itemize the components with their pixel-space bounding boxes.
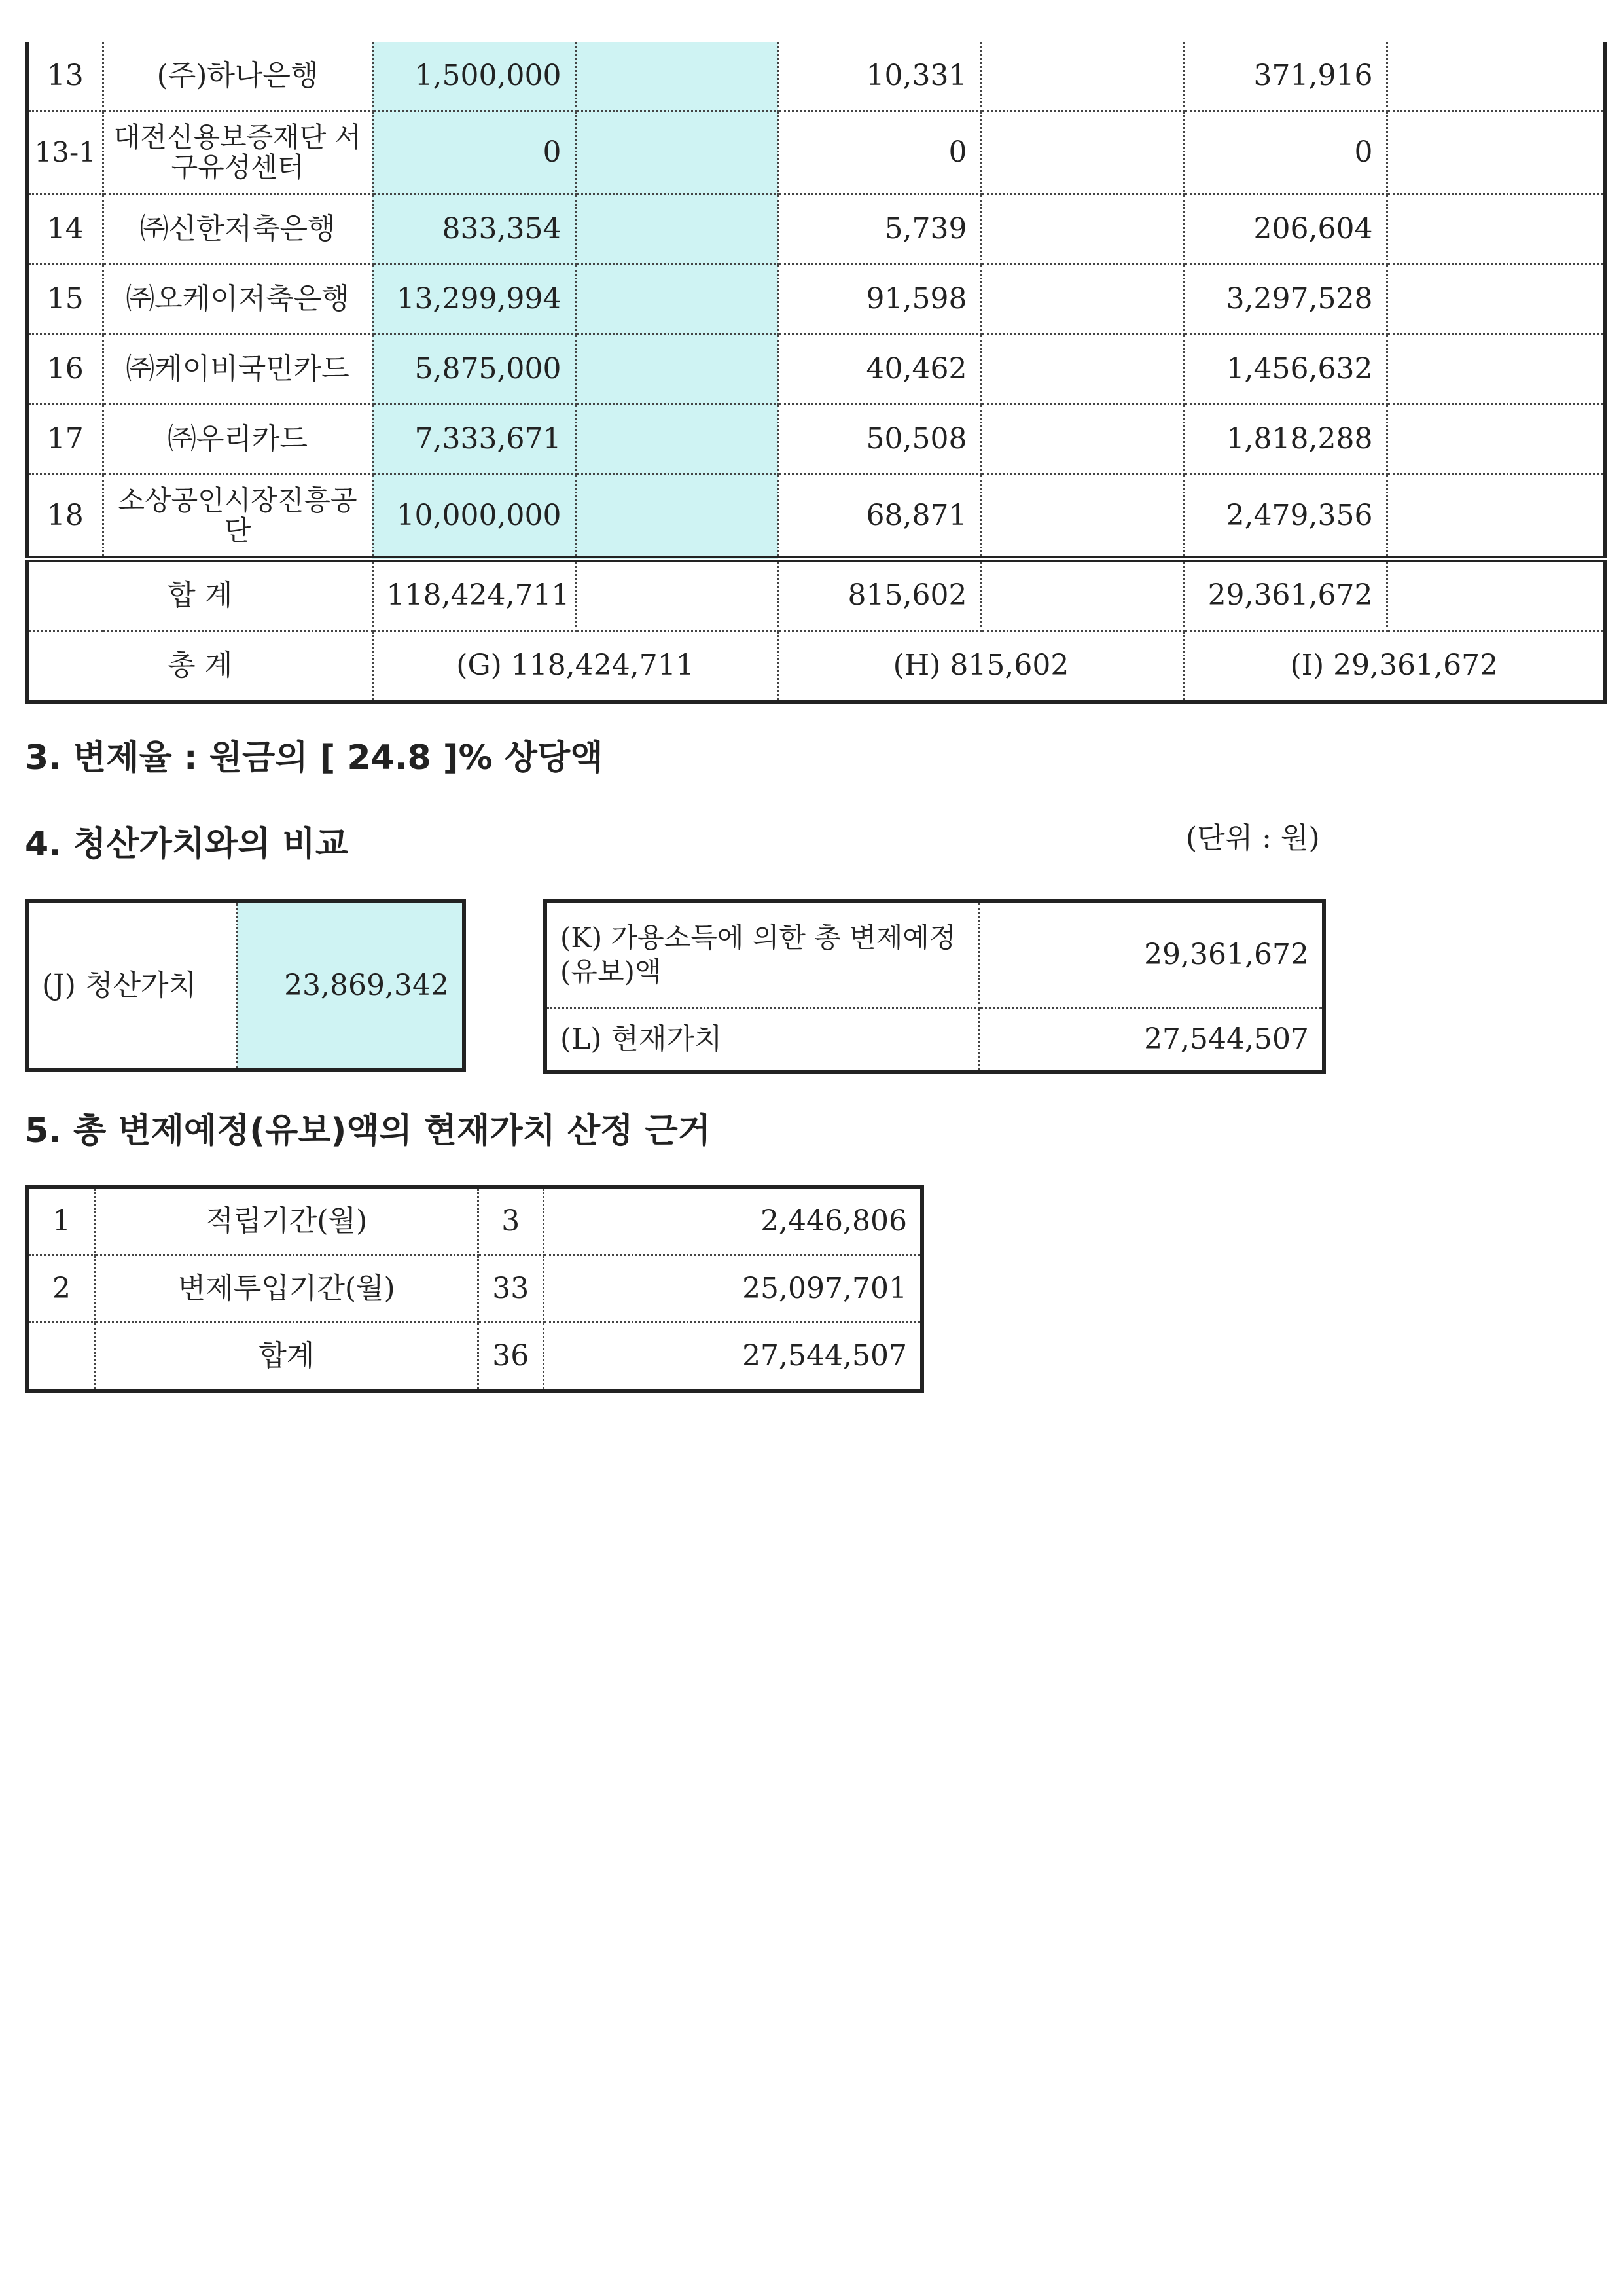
sum-principal: 118,424,711	[372, 559, 575, 631]
section5-title: 5. 총 변제예정(유보)액의 현재가치 산정 근거	[25, 1111, 711, 1151]
monthly-cell: 10,331	[778, 42, 981, 111]
row-no: 13	[27, 42, 103, 111]
principal-cell: 7,333,671	[372, 404, 575, 475]
monthly-cell: 50,508	[778, 404, 981, 475]
blank-cell	[981, 111, 1184, 194]
creditor-table	[25, 42, 1607, 704]
creditor-name: ㈜우리카드	[103, 404, 372, 475]
monthly-cell: 91,598	[778, 264, 981, 334]
table-row	[27, 334, 1605, 404]
creditor-name: 대전신용보증재단 서구유성센터	[103, 111, 372, 194]
creditor-name: ㈜오케이저축은행	[103, 264, 372, 334]
blank-cell	[1387, 404, 1605, 475]
k-label: (K) 가용소득에 의한 총 변제예정(유보)액	[545, 901, 979, 1008]
grand-label: 총 계	[27, 631, 372, 702]
blank-cell	[981, 404, 1184, 475]
grand-total-row	[27, 631, 1605, 702]
total-cell: 1,456,632	[1184, 334, 1387, 404]
blank-cell	[1387, 264, 1605, 334]
liquidation-value-box	[25, 899, 466, 1072]
blank-cell	[1387, 475, 1605, 560]
table-row	[27, 42, 1605, 111]
creditor-name: ㈜신한저축은행	[103, 194, 372, 264]
blank-cell	[981, 264, 1184, 334]
grand-i: (I) 29,361,672	[1290, 649, 1499, 682]
monthly-cell: 40,462	[778, 334, 981, 404]
section3-title: 3. 변제율 : 원금의 [ 24.8 ]% 상당액	[25, 738, 603, 778]
table-row	[27, 404, 1605, 475]
table-row	[27, 111, 1605, 194]
total-cell: 2,479,356	[1184, 475, 1387, 560]
blank-cell	[575, 42, 778, 111]
sum-monthly: 815,602	[778, 559, 981, 631]
table-row	[27, 264, 1605, 334]
principal-cell: 833,354	[372, 194, 575, 264]
blank-cell	[575, 194, 778, 264]
table-row	[27, 1187, 922, 1255]
blank-cell	[1387, 559, 1605, 631]
monthly-cell: 5,739	[778, 194, 981, 264]
sum-total: 29,361,672	[1184, 559, 1387, 631]
l-label: (L) 현재가치	[545, 1008, 979, 1073]
j-label: (J) 청산가치	[27, 901, 237, 1070]
section4-title: 4. 청산가치와의 비교	[25, 825, 348, 864]
principal-cell: 5,875,000	[372, 334, 575, 404]
period-label: 변제투입기간(월)	[95, 1255, 478, 1323]
period-label: 적립기간(월)	[95, 1187, 478, 1255]
blank-cell	[575, 334, 778, 404]
amount: 2,446,806	[543, 1187, 922, 1255]
row-no: 16	[27, 334, 103, 404]
row-no	[27, 1323, 95, 1391]
period-label: 합계	[95, 1323, 478, 1391]
blank-cell	[575, 404, 778, 475]
blank-cell	[981, 475, 1184, 560]
creditor-name: (주)하나은행	[103, 42, 372, 111]
total-cell: 1,818,288	[1184, 404, 1387, 475]
monthly-cell: 68,871	[778, 475, 981, 560]
principal-cell: 13,299,994	[372, 264, 575, 334]
table-row	[27, 1255, 922, 1323]
table-row	[27, 1323, 922, 1391]
blank-cell	[981, 42, 1184, 111]
k-value: 29,361,672	[979, 901, 1324, 1008]
table-row	[27, 475, 1605, 560]
total-cell: 371,916	[1184, 42, 1387, 111]
total-cell: 206,604	[1184, 194, 1387, 264]
blank-cell	[981, 194, 1184, 264]
row-no: 17	[27, 404, 103, 475]
row-no: 1	[27, 1187, 95, 1255]
creditor-name: 소상공인시장진흥공단	[103, 475, 372, 560]
l-value: 27,544,507	[1144, 1022, 1309, 1056]
principal-cell: 0	[372, 111, 575, 194]
monthly-cell: 0	[778, 111, 981, 194]
amount: 25,097,701	[543, 1255, 922, 1323]
blank-cell	[981, 334, 1184, 404]
row-no: 18	[27, 475, 103, 560]
creditor-name: ㈜케이비국민카드	[103, 334, 372, 404]
months: 33	[478, 1255, 543, 1323]
present-value-box	[543, 899, 1326, 1074]
total-cell: 3,297,528	[1184, 264, 1387, 334]
blank-cell	[1387, 111, 1605, 194]
blank-cell	[1387, 194, 1605, 264]
blank-cell	[981, 559, 1184, 631]
j-value: 23,869,342	[237, 901, 464, 1070]
row-no: 2	[27, 1255, 95, 1323]
grand-g: (G) 118,424,711	[372, 631, 778, 702]
table-row	[27, 194, 1605, 264]
row-no: 15	[27, 264, 103, 334]
months: 3	[478, 1187, 543, 1255]
sum-label: 합 계	[27, 559, 372, 631]
principal-cell: 10,000,000	[372, 475, 575, 560]
sum-row	[27, 559, 1605, 631]
present-value-basis-table	[25, 1185, 924, 1393]
months: 36	[478, 1323, 543, 1391]
total-cell: 0	[1184, 111, 1387, 194]
blank-cell	[575, 475, 778, 560]
amount: 27,544,507	[742, 1339, 907, 1372]
row-no: 13-1	[27, 111, 103, 194]
blank-cell	[575, 111, 778, 194]
blank-cell	[575, 264, 778, 334]
blank-cell	[1387, 42, 1605, 111]
blank-cell	[1387, 334, 1605, 404]
unit-label: (단위 : 원)	[1186, 821, 1320, 855]
row-no: 14	[27, 194, 103, 264]
grand-h: (H) 815,602	[778, 631, 1184, 702]
blank-cell	[575, 559, 778, 631]
principal-cell: 1,500,000	[372, 42, 575, 111]
